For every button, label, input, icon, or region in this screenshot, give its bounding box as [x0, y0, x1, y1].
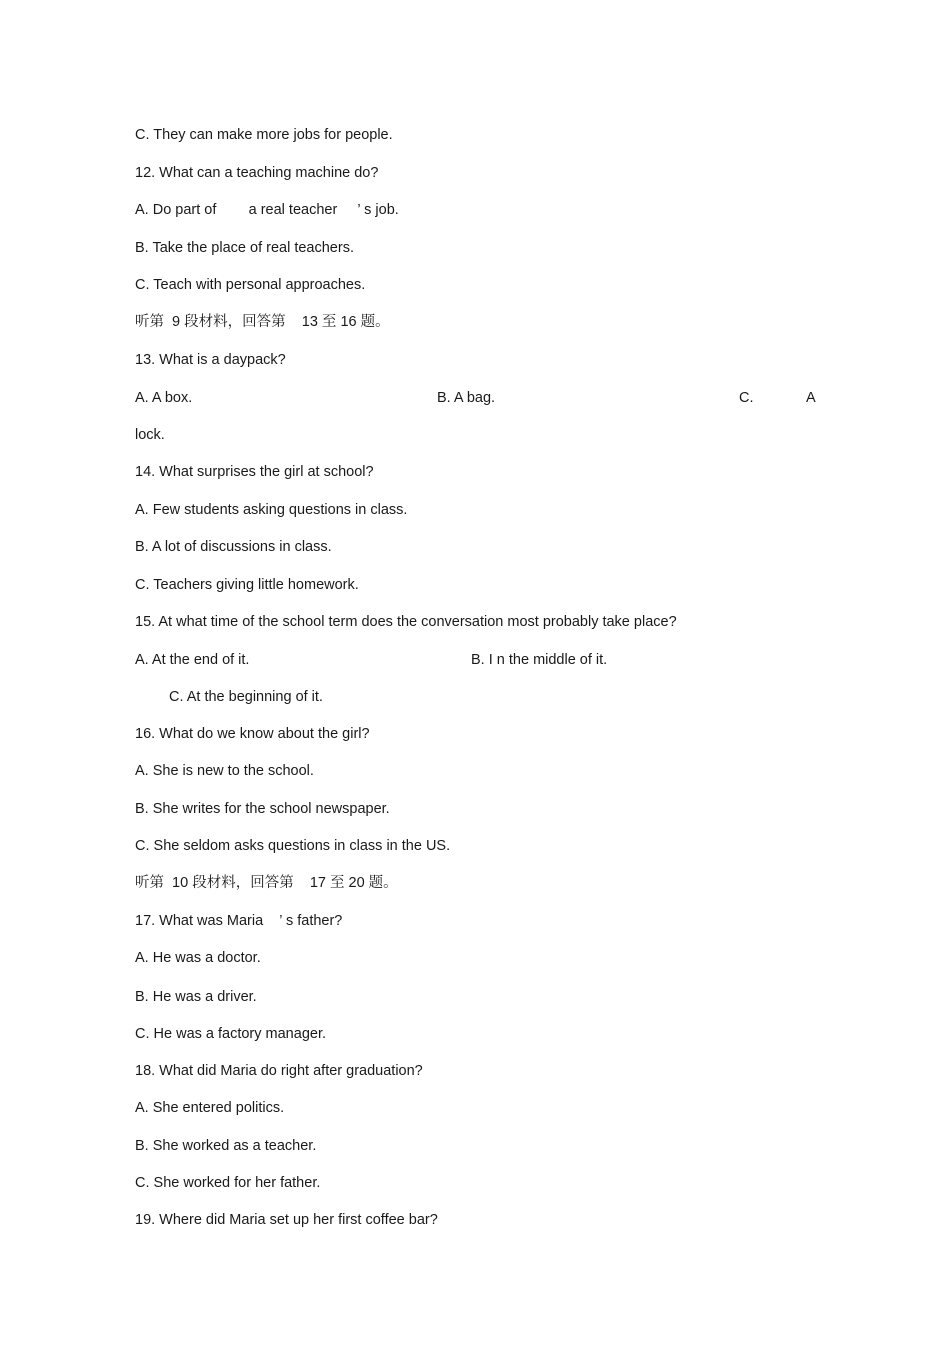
option-16a: A. She is new to the school. — [135, 763, 314, 779]
option-16b: B. She writes for the school newspaper. — [135, 801, 390, 817]
option-17b: B. He was a driver. — [135, 989, 257, 1005]
option-15c: C. At the beginning of it. — [169, 689, 323, 705]
question-13: 13. What is a daypack? — [135, 352, 286, 368]
option-12a: A. Do part of a real teacher ’ s job. — [135, 202, 399, 218]
option-14a: A. Few students asking questions in class. — [135, 502, 408, 518]
option-12c: C. Teach with personal approaches. — [135, 277, 366, 293]
option-18a: A. She entered politics. — [135, 1100, 285, 1116]
option-14b: B. A lot of discussions in class. — [135, 539, 332, 555]
section-header-10: 听第 10 段材料，回答第 17 至 20 题。 — [135, 875, 398, 891]
option-13a: A. A box. — [135, 390, 193, 406]
option-17c: C. He was a factory manager. — [135, 1026, 326, 1042]
question-15: 15. At what time of the school term does the conversation most probably take place? — [135, 614, 677, 630]
option-12b: B. Take the place of real teachers. — [135, 240, 354, 256]
option-17a: A. He was a doctor. — [135, 950, 261, 966]
question-19: 19. Where did Maria set up her first coffee bar? — [135, 1212, 438, 1228]
question-18: 18. What did Maria do right after graduation? — [135, 1063, 423, 1079]
option-13c-continued: lock. — [135, 427, 165, 443]
option-14c: C. Teachers giving little homework. — [135, 577, 359, 593]
option-13b: B. A bag. — [437, 390, 496, 406]
question-17: 17. What was Maria ’ s father? — [135, 913, 343, 929]
section-header-9: 听第 9 段材料，回答第 13 至 16 题。 — [135, 314, 390, 330]
option-15a: A. At the end of it. — [135, 652, 250, 668]
option-11c: C. They can make more jobs for people. — [135, 127, 393, 143]
option-16c: C. She seldom asks questions in class in the US. — [135, 838, 451, 854]
option-13c-label: C. — [739, 390, 754, 406]
option-15b: B. I n the middle of it. — [471, 652, 608, 668]
option-18c: C. She worked for her father. — [135, 1175, 321, 1191]
option-13c-text: A — [806, 390, 816, 406]
question-16: 16. What do we know about the girl? — [135, 726, 370, 742]
question-13-options-row — [0, 389, 950, 407]
option-18b: B. She worked as a teacher. — [135, 1138, 317, 1154]
question-15-options-row — [0, 651, 950, 669]
question-12: 12. What can a teaching machine do? — [135, 165, 379, 181]
question-14: 14. What surprises the girl at school? — [135, 464, 374, 480]
